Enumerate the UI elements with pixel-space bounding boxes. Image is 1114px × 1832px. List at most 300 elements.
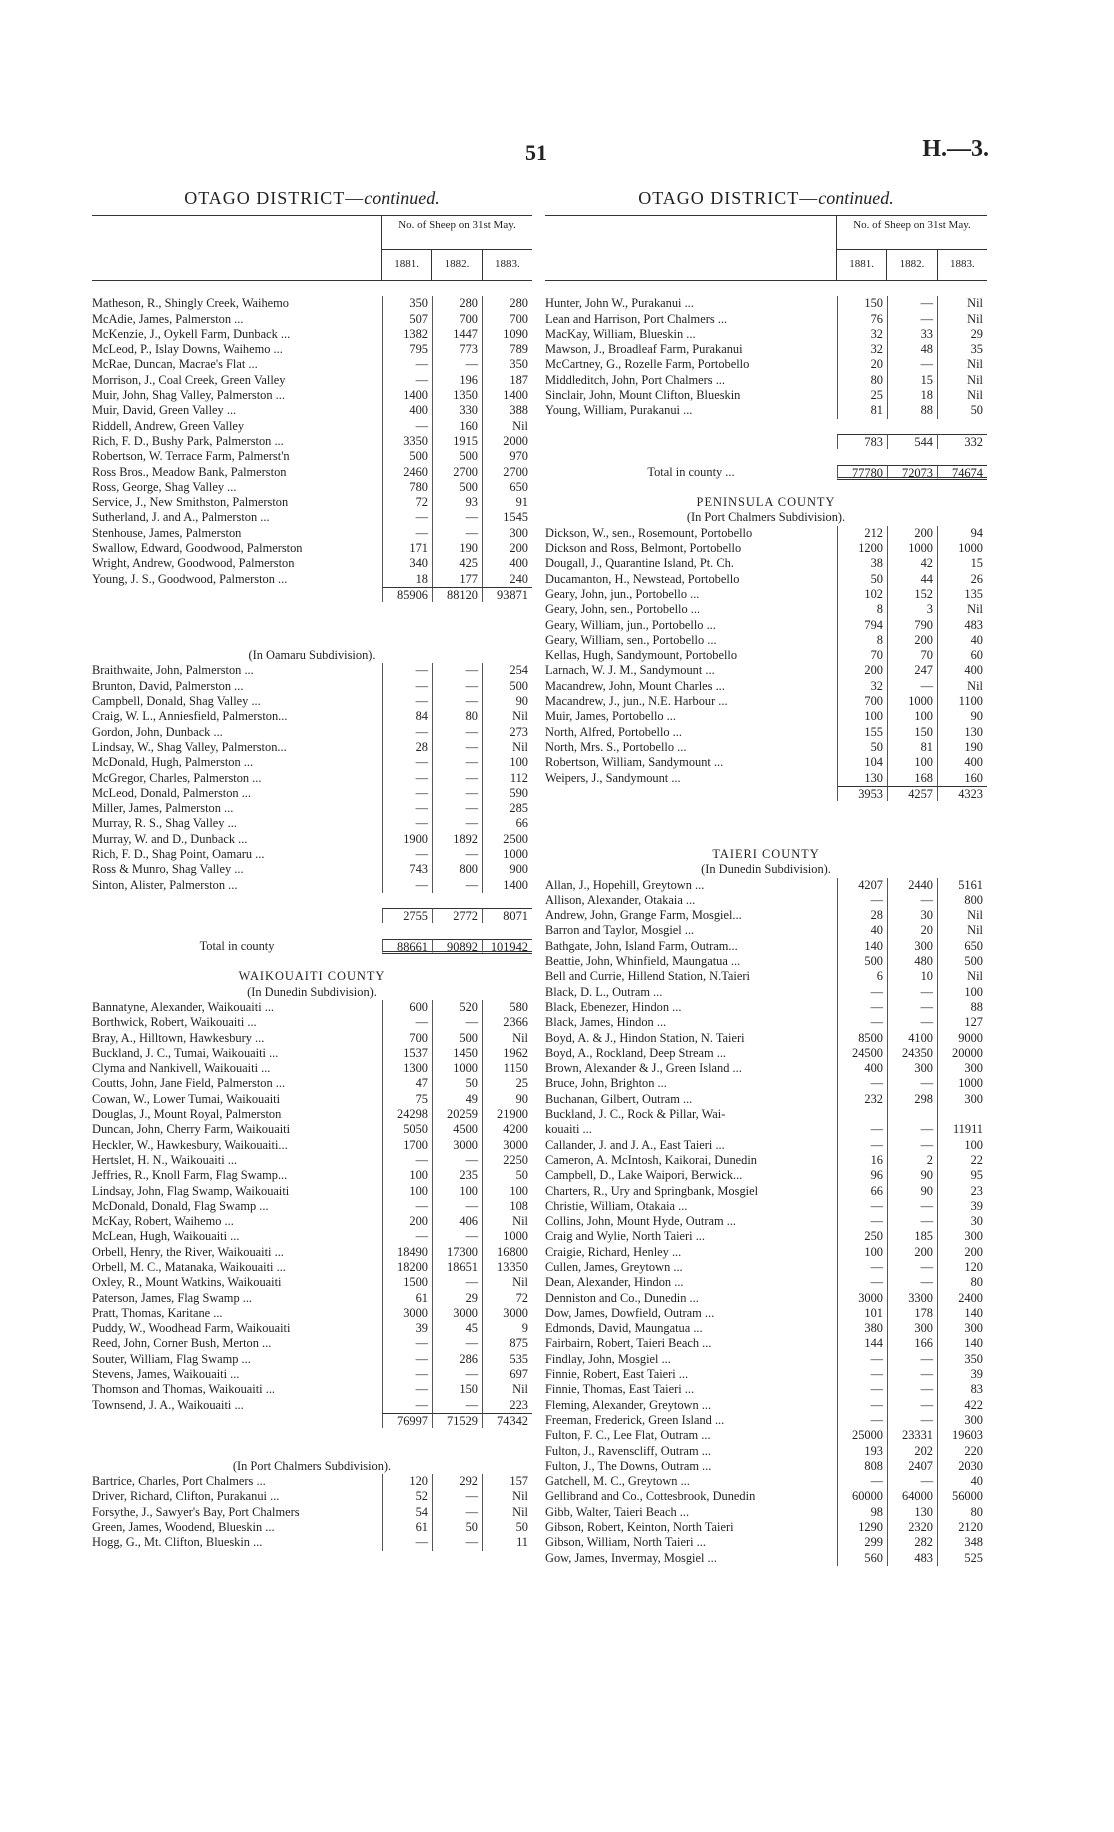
value-1883: 300 xyxy=(937,1321,987,1336)
table-row xyxy=(92,373,532,388)
subdivision-heading: (In Port Chalmers Subdivision). xyxy=(232,1458,392,1473)
owner-name: MacKay, William, Blueskin ... xyxy=(545,326,696,341)
owner-name: Paterson, James, Flag Swamp ... xyxy=(92,1290,253,1305)
value-1881: — xyxy=(837,1000,887,1015)
total-row xyxy=(545,786,987,801)
value-1882: — xyxy=(432,1505,482,1520)
value-1882: — xyxy=(887,1275,937,1290)
owner-name: Kellas, Hugh, Sandymount, Portobello xyxy=(545,648,738,663)
value-1882: 773 xyxy=(432,342,482,357)
table-row xyxy=(545,1367,987,1382)
value-1881: — xyxy=(837,1015,887,1030)
value-1881: — xyxy=(382,1153,432,1168)
value-1882: — xyxy=(432,526,482,541)
total-label: Total in county xyxy=(199,938,275,953)
value-1883: 40 xyxy=(937,633,987,648)
value-1882: 298 xyxy=(887,1092,937,1107)
value-1883: 900 xyxy=(482,862,532,877)
value-1882: — xyxy=(432,755,482,770)
value-1882: 300 xyxy=(887,939,937,954)
value-1883: 94 xyxy=(937,526,987,541)
value-1883: 157 xyxy=(482,1474,532,1489)
table-row xyxy=(92,1245,532,1260)
value-1882: 100 xyxy=(887,709,937,724)
value-1881: 100 xyxy=(382,1168,432,1183)
value-1881: 193 xyxy=(837,1444,887,1459)
value-1881: — xyxy=(837,1138,887,1153)
value-1883: 21900 xyxy=(482,1107,532,1122)
table-row xyxy=(545,1031,987,1046)
value-1882: 2 xyxy=(887,1153,937,1168)
table-row xyxy=(92,832,532,847)
owner-name: Robertson, William, Sandymount ... xyxy=(545,755,724,770)
value-1881: 1400 xyxy=(382,388,432,403)
table-body-left xyxy=(92,281,532,1551)
value-1883: 39 xyxy=(937,1199,987,1214)
value-1882: 280 xyxy=(432,296,482,311)
table-row xyxy=(92,449,532,464)
owner-name: Fulton, J., Ravenscliff, Outram ... xyxy=(545,1443,711,1458)
value-1883: 650 xyxy=(937,939,987,954)
table-row xyxy=(92,1107,532,1122)
value-1882: — xyxy=(887,1076,937,1091)
value-1883: 875 xyxy=(482,1336,532,1351)
owner-name: Hertslet, H. N., Waikouaiti ... xyxy=(92,1152,238,1167)
value-1882: 190 xyxy=(432,541,482,556)
table-row xyxy=(545,1428,987,1443)
value-1882: 3000 xyxy=(432,1306,482,1321)
value-1881: — xyxy=(382,1015,432,1030)
owner-name: Collins, John, Mount Hyde, Outram ... xyxy=(545,1214,737,1229)
value-1881: — xyxy=(382,755,432,770)
value-1883: 91 xyxy=(482,495,532,510)
value-1882: 200 xyxy=(887,1245,937,1260)
value-1882: — xyxy=(432,694,482,709)
table-row xyxy=(92,357,532,372)
value-1882: 24350 xyxy=(887,1046,937,1061)
owner-name: Barron and Taylor, Mosgiel ... xyxy=(545,923,695,938)
value-1882: — xyxy=(887,312,937,327)
value-1883: Nil xyxy=(482,1382,532,1397)
value-1883: 800 xyxy=(937,893,987,908)
value-1882: — xyxy=(887,296,937,311)
value-1883: 83 xyxy=(937,1382,987,1397)
value-1882: 49 xyxy=(432,1092,482,1107)
table-row xyxy=(545,1321,987,1336)
value-1883: 2250 xyxy=(482,1153,532,1168)
value-1882: 282 xyxy=(887,1535,937,1550)
value-1881: — xyxy=(837,1214,887,1229)
value-1883: 100 xyxy=(937,1138,987,1153)
value-1882: 50 xyxy=(432,1520,482,1535)
table-row xyxy=(545,1474,987,1489)
table-row xyxy=(545,403,987,418)
value-1881: — xyxy=(382,1199,432,1214)
total-value: 8071 xyxy=(482,908,532,923)
year-header: 1881. xyxy=(394,258,420,270)
value-1882: 483 xyxy=(887,1551,937,1566)
value-1881: 700 xyxy=(837,694,887,709)
table-row xyxy=(545,556,987,571)
value-1883: 1400 xyxy=(482,388,532,403)
owner-name: Fairbairn, Robert, Taieri Beach ... xyxy=(545,1336,712,1351)
owner-name: Geary, John, sen., Portobello ... xyxy=(545,602,701,617)
owner-name: Black, Ebenezer, Hindon ... xyxy=(545,999,682,1014)
value-1882: 17300 xyxy=(432,1245,482,1260)
value-1882: — xyxy=(432,801,482,816)
table-row xyxy=(545,373,987,388)
value-1881: — xyxy=(382,679,432,694)
owner-name: Jeffries, R., Knoll Farm, Flag Swamp... xyxy=(92,1168,288,1183)
value-1881: 5050 xyxy=(382,1122,432,1137)
value-1882: — xyxy=(432,1199,482,1214)
value-1881: 794 xyxy=(837,618,887,633)
value-1883: 30 xyxy=(937,1214,987,1229)
owner-name: Miller, James, Palmerston ... xyxy=(92,801,234,816)
value-1883: Nil xyxy=(937,357,987,372)
value-1883: 140 xyxy=(937,1336,987,1351)
value-1881: — xyxy=(382,694,432,709)
value-1881: 400 xyxy=(382,403,432,418)
owner-name: Dougall, J., Quarantine Island, Pt. Ch. xyxy=(545,556,734,571)
owner-name: Rich, F. D., Bushy Park, Palmerston ... xyxy=(92,433,284,448)
value-1882: — xyxy=(432,816,482,831)
value-1882: 45 xyxy=(432,1321,482,1336)
value-1883: 1150 xyxy=(482,1061,532,1076)
value-1881: 171 xyxy=(382,541,432,556)
value-1882: 3300 xyxy=(887,1291,937,1306)
table-row xyxy=(92,1291,532,1306)
table-row xyxy=(545,1382,987,1397)
total-row xyxy=(545,465,987,480)
value-1882: 247 xyxy=(887,663,937,678)
county-heading: PENINSULA COUNTY xyxy=(696,495,836,510)
value-1883: 300 xyxy=(482,526,532,541)
value-1881: 3350 xyxy=(382,434,432,449)
owner-name: Hunter, John W., Purakanui ... xyxy=(545,296,694,311)
owner-name: McAdie, James, Palmerston ... xyxy=(92,311,244,326)
table-row xyxy=(92,1352,532,1367)
value-1881: 20 xyxy=(837,357,887,372)
value-1883: Nil xyxy=(937,923,987,938)
owner-name: Gibson, Robert, Keinton, North Taieri xyxy=(545,1520,734,1535)
value-1883: 4200 xyxy=(482,1122,532,1137)
value-1882: 23331 xyxy=(887,1428,937,1443)
owner-name: Lindsay, John, Flag Swamp, Waikouaiti xyxy=(92,1183,290,1198)
total-value: 88120 xyxy=(432,587,482,602)
owner-name: Boyd, A. & J., Hindon Station, N. Taieri xyxy=(545,1030,745,1045)
value-1882: — xyxy=(432,847,482,862)
value-1883: 140 xyxy=(937,1306,987,1321)
value-1883: 108 xyxy=(482,1199,532,1214)
table-row xyxy=(92,1474,532,1489)
value-1882: 3000 xyxy=(432,1138,482,1153)
owner-name: Cullen, James, Greytown ... xyxy=(545,1260,683,1274)
value-1883: 2030 xyxy=(937,1459,987,1474)
table-body-right xyxy=(545,281,987,1566)
value-1882: 50 xyxy=(432,1076,482,1091)
value-1882: — xyxy=(887,1000,937,1015)
table-row xyxy=(92,878,532,893)
owner-name: Hogg, G., Mt. Clifton, Blueskin ... xyxy=(92,1535,263,1550)
owner-name: McKenzie, J., Oykell Farm, Dunback ... xyxy=(92,326,291,341)
owner-name: Andrew, John, Grange Farm, Mosgiel... xyxy=(545,908,742,923)
value-1881: 140 xyxy=(837,939,887,954)
owner-name: Dickson and Ross, Belmont, Portobello xyxy=(545,541,742,556)
value-1882: — xyxy=(432,1336,482,1351)
value-1882: — xyxy=(887,1199,937,1214)
value-1882: — xyxy=(887,1474,937,1489)
table-header-right xyxy=(545,215,987,281)
owner-name: Murray, W. and D., Dunback ... xyxy=(92,831,248,846)
value-1883: 348 xyxy=(937,1535,987,1550)
value-1883: 50 xyxy=(482,1168,532,1183)
value-1882: 48 xyxy=(887,342,937,357)
owner-name: Orbell, Henry, the River, Waikouaiti ... xyxy=(92,1244,284,1259)
value-1883: 300 xyxy=(937,1061,987,1076)
value-1882: 160 xyxy=(432,419,482,434)
value-1881: — xyxy=(382,663,432,678)
subdivision-heading: (In Oamaru Subdivision). xyxy=(248,648,376,663)
owner-name: Dean, Alexander, Hindon ... xyxy=(545,1275,684,1290)
document-reference: H.—3. xyxy=(922,136,989,162)
table-row xyxy=(545,1260,987,1275)
owner-name: Reed, John, Corner Bush, Merton ... xyxy=(92,1336,272,1351)
value-1881: 1200 xyxy=(837,541,887,556)
value-1882: — xyxy=(432,510,482,525)
owner-name: Young, J. S., Goodwood, Palmerston ... xyxy=(92,571,288,586)
value-1883: 500 xyxy=(937,954,987,969)
value-1882: 2700 xyxy=(432,465,482,480)
owner-name: McLeod, Donald, Palmerston ... xyxy=(92,785,251,800)
table-row xyxy=(92,556,532,571)
table-row xyxy=(92,1168,532,1183)
value-1881: 1290 xyxy=(837,1520,887,1535)
table-row xyxy=(545,725,987,740)
owner-name: Swallow, Edward, Goodwood, Palmerston xyxy=(92,541,303,556)
value-1883: 13350 xyxy=(482,1260,532,1275)
value-1881: 8500 xyxy=(837,1031,887,1046)
value-1881: 1900 xyxy=(382,832,432,847)
value-1883: Nil xyxy=(937,312,987,327)
value-1881: 47 xyxy=(382,1076,432,1091)
table-row xyxy=(92,1015,532,1030)
value-1882: — xyxy=(887,1260,937,1275)
value-1883: 1000 xyxy=(482,847,532,862)
total-value: 4323 xyxy=(937,786,987,801)
value-1882: — xyxy=(887,985,937,1000)
table-row xyxy=(92,526,532,541)
table-row xyxy=(545,1291,987,1306)
value-1881: 104 xyxy=(837,755,887,770)
value-1883: Nil xyxy=(937,373,987,388)
value-1882: 152 xyxy=(887,587,937,602)
value-1881: — xyxy=(382,510,432,525)
value-1881: 1300 xyxy=(382,1061,432,1076)
year-header: 1882. xyxy=(431,250,481,280)
value-1881: 52 xyxy=(382,1489,432,1504)
total-value: 544 xyxy=(887,434,937,449)
value-1881: — xyxy=(837,1199,887,1214)
table-row xyxy=(545,1413,987,1428)
total-value: 4257 xyxy=(887,786,937,801)
value-1881: — xyxy=(382,1352,432,1367)
value-1881: 50 xyxy=(837,572,887,587)
value-1883: 187 xyxy=(482,373,532,388)
owner-name: Campbell, D., Lake Waipori, Berwick... xyxy=(545,1168,743,1183)
owner-name: Buckland, J. C., Tumai, Waikouaiti ... xyxy=(92,1045,279,1060)
total-value: 783 xyxy=(837,434,887,449)
value-1883: 66 xyxy=(482,816,532,831)
value-1882 xyxy=(887,1107,937,1122)
table-row xyxy=(545,587,987,602)
value-1882: — xyxy=(887,1382,937,1397)
value-1882: — xyxy=(432,725,482,740)
owner-name: Dickson, W., sen., Rosemount, Portobello xyxy=(545,525,753,540)
value-1882: 200 xyxy=(887,633,937,648)
value-1882: 168 xyxy=(887,771,937,786)
owner-name: McLeod, P., Islay Downs, Waihemo ... xyxy=(92,342,283,357)
table-row xyxy=(92,679,532,694)
value-1883: Nil xyxy=(482,709,532,724)
value-1883: 100 xyxy=(937,985,987,1000)
table-row xyxy=(92,1076,532,1091)
table-row xyxy=(92,1398,532,1413)
table-row xyxy=(92,801,532,816)
owner-name: Muir, David, Green Valley ... xyxy=(92,403,237,418)
table-row xyxy=(545,1199,987,1214)
table-row xyxy=(92,862,532,877)
table-row xyxy=(545,939,987,954)
value-1883: Nil xyxy=(937,969,987,984)
value-1883: 127 xyxy=(937,1015,987,1030)
value-1881: — xyxy=(382,373,432,388)
year-header: 1882. xyxy=(886,250,936,280)
table-row xyxy=(92,847,532,862)
value-1881: 500 xyxy=(382,449,432,464)
table-row xyxy=(92,663,532,678)
value-1883: 535 xyxy=(482,1352,532,1367)
total-row xyxy=(545,434,987,449)
table-row xyxy=(92,510,532,525)
total-value: 76997 xyxy=(382,1413,432,1428)
value-1883: 90 xyxy=(937,709,987,724)
owner-name: Bartrice, Charles, Port Chalmers ... xyxy=(92,1474,266,1489)
owner-name: Duncan, John, Cherry Farm, Waikouaiti xyxy=(92,1122,291,1137)
table-row xyxy=(545,1168,987,1183)
value-1881: — xyxy=(837,1367,887,1382)
value-1882: 800 xyxy=(432,862,482,877)
table-row xyxy=(92,495,532,510)
value-1883: Nil xyxy=(482,1275,532,1290)
value-1881: 72 xyxy=(382,495,432,510)
value-1882: — xyxy=(432,679,482,694)
value-1883: 2366 xyxy=(482,1015,532,1030)
owner-name: Christie, William, Otakaia ... xyxy=(545,1198,688,1213)
value-1883: 422 xyxy=(937,1398,987,1413)
table-row xyxy=(545,1092,987,1107)
value-1881: 150 xyxy=(837,296,887,311)
owner-name: Brown, Alexander & J., Green Island ... xyxy=(545,1061,742,1076)
value-1881: 299 xyxy=(837,1535,887,1550)
value-1883: 11 xyxy=(482,1535,532,1550)
value-1881: — xyxy=(382,419,432,434)
value-1882: 18 xyxy=(887,388,937,403)
value-1881: 8 xyxy=(837,633,887,648)
value-1883: 1000 xyxy=(937,541,987,556)
value-1882: 1450 xyxy=(432,1046,482,1061)
value-1881: 24500 xyxy=(837,1046,887,1061)
value-1881: 32 xyxy=(837,327,887,342)
table-row xyxy=(545,357,987,372)
owner-name: Callander, J. and J. A., East Taieri ... xyxy=(545,1137,725,1152)
value-1881: 61 xyxy=(382,1291,432,1306)
value-1883: 9 xyxy=(482,1321,532,1336)
value-1881: 1500 xyxy=(382,1275,432,1290)
value-1883: 700 xyxy=(482,312,532,327)
value-1883: 100 xyxy=(482,755,532,770)
value-1881: 1700 xyxy=(382,1138,432,1153)
value-1882: 178 xyxy=(887,1306,937,1321)
owner-name: McDonald, Donald, Flag Swamp ... xyxy=(92,1198,269,1213)
value-1882: 200 xyxy=(887,526,937,541)
value-1882: 90 xyxy=(887,1168,937,1183)
table-row xyxy=(92,1092,532,1107)
table-row xyxy=(545,312,987,327)
value-1883: Nil xyxy=(937,908,987,923)
value-1882: — xyxy=(432,786,482,801)
table-row xyxy=(92,1275,532,1290)
value-1883: Nil xyxy=(482,419,532,434)
owner-name: Sutherland, J. and A., Palmerston ... xyxy=(92,510,270,525)
table-row xyxy=(92,1000,532,1015)
value-1883: Nil xyxy=(482,1489,532,1504)
value-1882: 1892 xyxy=(432,832,482,847)
value-1883: 300 xyxy=(937,1092,987,1107)
value-1883: 525 xyxy=(937,1551,987,1566)
value-1881: — xyxy=(382,847,432,862)
owner-name: Bruce, John, Brighton ... xyxy=(545,1076,667,1091)
value-1881: 560 xyxy=(837,1551,887,1566)
value-1883: 280 xyxy=(482,296,532,311)
table-row xyxy=(545,771,987,786)
value-1881: — xyxy=(837,1382,887,1397)
table-row xyxy=(545,923,987,938)
table-row xyxy=(92,541,532,556)
value-1881: 232 xyxy=(837,1092,887,1107)
table-row xyxy=(92,480,532,495)
value-1882: 44 xyxy=(887,572,937,587)
value-1883: 40 xyxy=(937,1474,987,1489)
owner-name: North, Mrs. S., Portobello ... xyxy=(545,739,687,754)
district-title-right: OTAGO DISTRICT—continued. xyxy=(638,188,894,208)
value-1882: 150 xyxy=(432,1382,482,1397)
owner-name: Puddy, W., Woodhead Farm, Waikouaiti xyxy=(92,1321,291,1336)
total-row xyxy=(92,908,532,923)
value-1881: 743 xyxy=(382,862,432,877)
owner-name: McDonald, Hugh, Palmerston ... xyxy=(92,755,254,770)
table-row xyxy=(545,1245,987,1260)
table-row xyxy=(545,342,987,357)
value-1883: Nil xyxy=(937,388,987,403)
value-1881: 1537 xyxy=(382,1046,432,1061)
value-1881: 144 xyxy=(837,1336,887,1351)
owner-name: McCartney, G., Rozelle Farm, Portobello xyxy=(545,357,750,372)
table-row xyxy=(92,1260,532,1275)
owner-name: Douglas, J., Mount Royal, Palmerston xyxy=(92,1107,282,1122)
table-row xyxy=(92,1382,532,1397)
value-1881: 39 xyxy=(382,1321,432,1336)
